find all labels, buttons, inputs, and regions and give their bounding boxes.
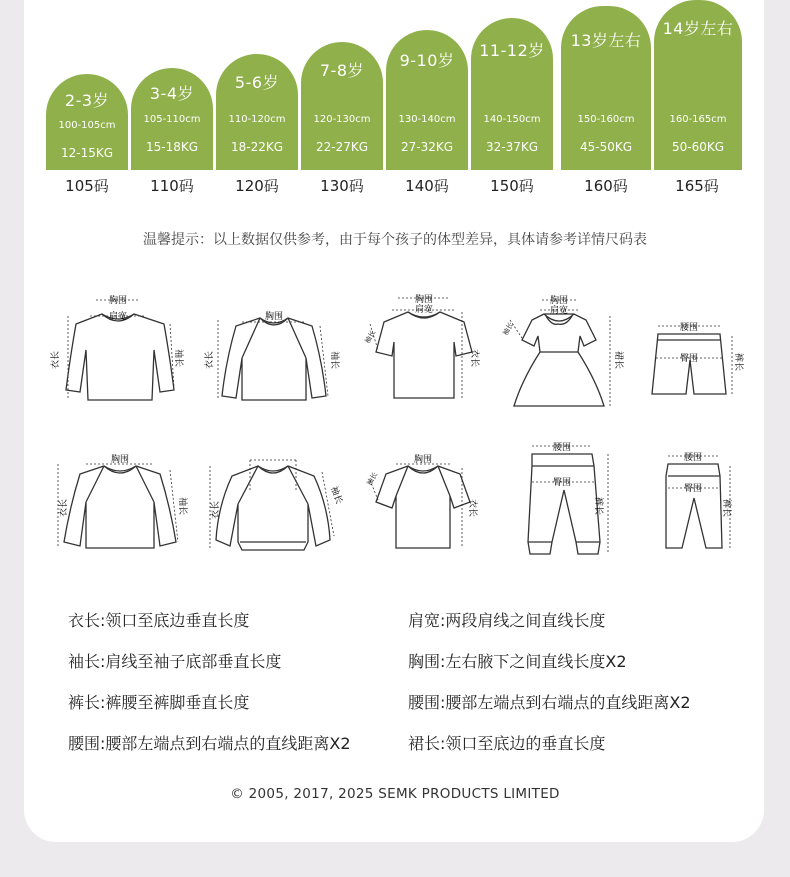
- age-label: 13岁左右: [570, 31, 642, 50]
- chest-label: 胸围: [413, 455, 433, 465]
- size-code: 150码: [490, 177, 534, 195]
- skirt-length-label: 裙长: [613, 350, 623, 370]
- hip-label: 臀围: [683, 484, 703, 494]
- waist-label: 腰围: [552, 443, 572, 453]
- waist-label: 腰围: [683, 453, 703, 463]
- tshirt-diagram: [363, 290, 480, 408]
- size-arch-110: [131, 68, 213, 170]
- size-code: 120码: [235, 177, 279, 195]
- size-code-row: [0, 175, 790, 197]
- raglan-sweatshirt-diagram: [206, 450, 344, 554]
- height-range: 120-130cm: [313, 114, 371, 125]
- age-label: 7-8岁: [319, 61, 365, 80]
- chest-label: 胸围: [108, 296, 128, 306]
- definition-sleeve: 袖长:肩线至袖子底部垂直长度: [68, 652, 282, 671]
- height-range: 110-120cm: [228, 114, 286, 125]
- size-arch-120: [216, 54, 298, 170]
- size-code: 160码: [584, 177, 628, 195]
- size-arch-165: [654, 0, 742, 170]
- size-arch-105: [46, 74, 128, 170]
- weight-range: 22-27KG: [315, 140, 369, 154]
- size-code: 130码: [320, 177, 364, 195]
- weight-range: 32-37KG: [485, 140, 539, 154]
- shorts-diagram: [640, 316, 743, 404]
- copyright-notice: © 2005, 2017, 2025 SEMK PRODUCTS LIMITED: [230, 786, 560, 802]
- sleeve-label: 袖长: [328, 485, 344, 506]
- height-range: 130-140cm: [398, 114, 456, 125]
- age-label: 9-10岁: [399, 51, 455, 70]
- length-label: 衣长: [51, 350, 61, 370]
- definition-pants-length: 裤长:裤腰至裤脚垂直长度: [68, 693, 250, 712]
- weight-range: 27-32KG: [400, 140, 454, 154]
- weight-range: 50-60KG: [671, 140, 725, 154]
- size-code: 165码: [675, 177, 719, 195]
- definition-chest: 胸围:左右腋下之间直线长度X2: [408, 652, 627, 671]
- length-label: 衣长: [59, 498, 69, 518]
- age-label: 3-4岁: [149, 84, 195, 103]
- sleeve-label: 袖长: [501, 320, 516, 338]
- chest-label: 胸围: [549, 296, 569, 306]
- length-label: 衣长: [467, 498, 477, 518]
- height-range: 100-105cm: [58, 120, 116, 131]
- size-arch-160: [561, 6, 651, 170]
- raglan-tee-diagram: [366, 450, 480, 554]
- age-label: 14岁左右: [662, 19, 734, 38]
- chest-label: 胸围: [414, 295, 434, 305]
- raglan-longsleeve-diagram: [54, 450, 186, 554]
- weight-range: 12-15KG: [60, 146, 114, 160]
- height-range: 105-110cm: [143, 114, 201, 125]
- sleeve-label: 袖长: [173, 348, 183, 368]
- length-label: 衣长: [205, 350, 215, 370]
- chest-label: 胸围: [110, 455, 130, 465]
- chest-label: 胸围: [264, 312, 284, 322]
- height-range: 160-165cm: [669, 114, 727, 125]
- length-label: 衣长: [469, 348, 479, 368]
- raglan-shirt-diagram: [205, 300, 340, 412]
- definition-shoulder: 肩宽:两段肩线之间直线长度: [408, 611, 606, 630]
- definition-waist-2: 腰围:腰部左端点到右端点的直线距离X2: [68, 734, 351, 753]
- size-code: 105码: [65, 177, 109, 195]
- weight-range: 45-50KG: [579, 140, 633, 154]
- definition-waist: 腰围:腰部左端点到右端点的直线距离X2: [408, 693, 691, 712]
- size-arch-130: [301, 42, 383, 170]
- reference-tip: 温馨提示：以上数据仅供参考，由于每个孩子的体型差异，具体请参考详情尺码表: [143, 232, 647, 248]
- size-code: 110码: [150, 177, 194, 195]
- hip-label: 臀围: [679, 354, 699, 364]
- size-arch-140: [386, 30, 468, 170]
- sleeve-label: 袖长: [177, 496, 187, 516]
- pants-length-label: 裤长: [721, 498, 731, 518]
- age-label: 2-3岁: [64, 91, 110, 110]
- jogger-pants-diagram: [514, 438, 614, 560]
- sleeve-label: 袖长: [329, 350, 339, 370]
- age-label: 5-6岁: [234, 73, 280, 92]
- pants-length-label: 裤长: [593, 496, 603, 516]
- sleeve-label: 袖长: [365, 470, 380, 488]
- sweatshirt-diagram: [52, 288, 184, 412]
- length-label: 衣长: [211, 500, 221, 520]
- size-arch-150: [471, 18, 553, 170]
- definition-skirt-length: 裙长:领口至底边的垂直长度: [408, 734, 606, 753]
- height-range: 140-150cm: [483, 114, 541, 125]
- age-label: 11-12岁: [479, 41, 545, 60]
- sleeve-label: 袖长: [363, 328, 378, 346]
- capri-pants-diagram: [652, 450, 736, 554]
- shoulder-label: 肩宽: [549, 306, 569, 316]
- definition-length: 衣长:领口至底边垂直长度: [68, 611, 250, 630]
- size-arch-row: [0, 0, 790, 170]
- shoulder-label: 肩宽: [414, 305, 434, 315]
- weight-range: 18-22KG: [230, 140, 284, 154]
- dress-diagram: [500, 290, 622, 414]
- hip-label: 臀围: [552, 478, 572, 488]
- waist-label: 腰围: [679, 323, 699, 333]
- shoulder-label: 肩宽: [108, 312, 128, 322]
- pants-length-label: 裤长: [733, 352, 743, 372]
- size-code: 140码: [405, 177, 449, 195]
- weight-range: 15-18KG: [145, 140, 199, 154]
- height-range: 150-160cm: [577, 114, 635, 125]
